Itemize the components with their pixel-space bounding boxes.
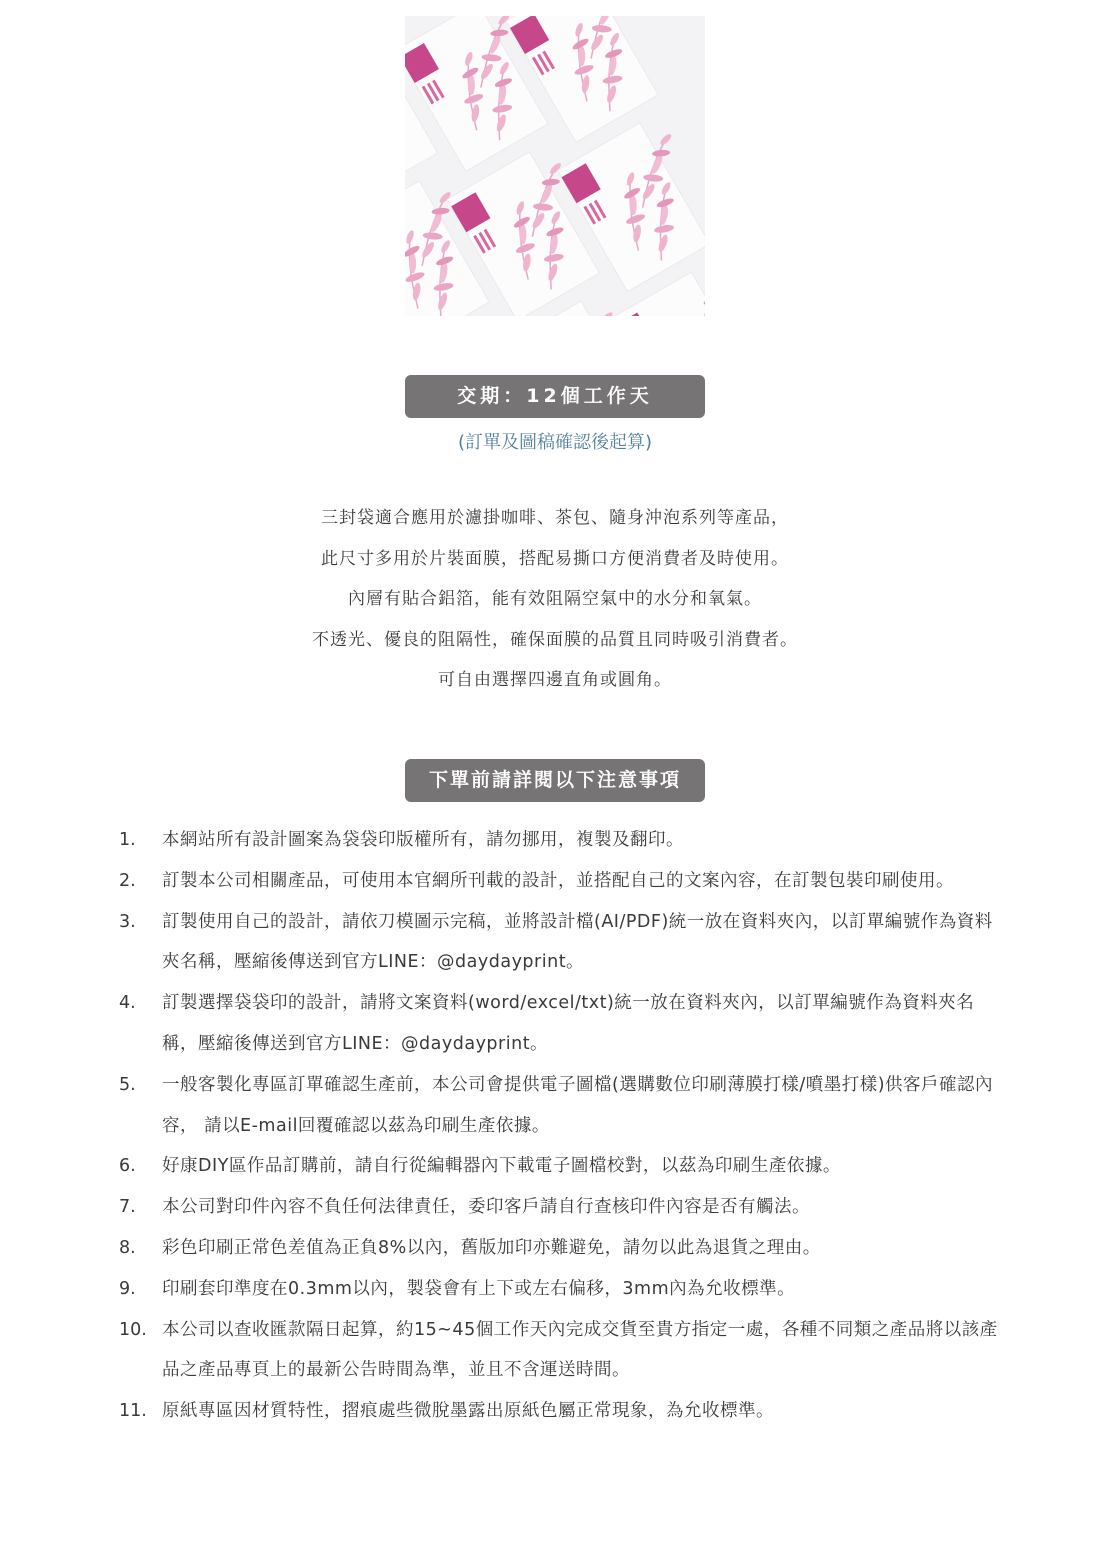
notice-number: 10. bbox=[119, 1319, 147, 1340]
notice-item bbox=[112, 1065, 1002, 1147]
notice-text: 訂製選擇袋袋印的設計，請將文案資料(word/excel/txt)統一放在資料夾內，以訂單編號作為資料夾名稱，壓縮後傳送到官方LINE：@daydayprint。 bbox=[162, 993, 975, 1054]
notice-number: 8. bbox=[119, 1237, 136, 1258]
description-line: 三封袋適合應用於濾掛咖啡、茶包、隨身沖泡系列等產品， bbox=[321, 508, 789, 528]
notice-number: 5. bbox=[119, 1074, 136, 1095]
description-line: 可自由選擇四邊直角或圓角。 bbox=[438, 670, 672, 690]
notice-text: 訂製使用自己的設計，請依刀模圖示完稿，並將設計檔(AI/PDF)統一放在資料夾內，以訂單編號作為資料夾名稱，壓縮後傳送到官方LINE：@daydayprint。 bbox=[162, 911, 993, 973]
notice-text: 原紙專區因材質特性，摺痕處些微脫墨露出原紙色屬正常現象，為允收標準。 bbox=[162, 1401, 774, 1422]
notice-number: 3. bbox=[119, 911, 136, 932]
notice-item bbox=[112, 1228, 1002, 1269]
notice-item bbox=[112, 820, 1002, 861]
notice-item bbox=[112, 1391, 1002, 1432]
description-line: 此尺寸多用於片裝面膜，搭配易撕口方便消費者及時使用。 bbox=[321, 548, 789, 569]
notice-item bbox=[112, 902, 1002, 984]
notice-number: 7. bbox=[119, 1197, 136, 1218]
notice-item bbox=[112, 1310, 1002, 1392]
notice-text: 好康DIY區作品訂購前，請自行從編輯器內下載電子圖檔校對，以茲為印刷生產依據。 bbox=[162, 1156, 841, 1177]
product-image bbox=[405, 16, 705, 316]
notice-number: 4. bbox=[119, 993, 136, 1014]
notice-item bbox=[112, 983, 1002, 1065]
notice-text: 訂製本公司相關產品，可使用本官網所刊載的設計，並搭配自己的文案內容，在訂製包裝印刷使用。 bbox=[162, 870, 954, 891]
notice-number: 11. bbox=[119, 1401, 147, 1422]
delivery-badge: 交期：12個工作天 bbox=[405, 375, 705, 418]
notice-list bbox=[112, 820, 1002, 1432]
notice-text: 彩色印刷正常色差值為正負8%以內，舊版加印亦難避免，請勿以此為退貨之理由。 bbox=[162, 1237, 821, 1258]
notice-item bbox=[112, 1269, 1002, 1310]
description-line: 不透光、優良的阻隔性，確保面膜的品質且同時吸引消費者。 bbox=[312, 629, 798, 650]
notice-text: 本公司以查收匯款隔日起算，約15~45個工作天內完成交貨至貴方指定一處，各種不同類之產品將以該產品之產品專頁上的最新公告時間為準，並且不含運送時間。 bbox=[162, 1319, 998, 1381]
notice-text: 本公司對印件內容不負任何法律責任，委印客戶請自行查核印件內容是否有觸法。 bbox=[162, 1197, 810, 1218]
notice-number: 2. bbox=[119, 870, 136, 891]
notice-text: 一般客製化專區訂單確認生產前，本公司會提供電子圖檔(選購數位印刷薄膜打樣/噴墨打樣)供客戶確認內容， 請以E-mail回覆確認以茲為印刷生產依據。 bbox=[162, 1074, 994, 1136]
notice-number: 6. bbox=[119, 1156, 136, 1177]
description-line: 內層有貼合鋁箔，能有效阻隔空氣中的水分和氧氣。 bbox=[348, 589, 762, 609]
product-description bbox=[0, 498, 1110, 701]
notice-number: 1. bbox=[119, 830, 136, 850]
notice-item bbox=[112, 861, 1002, 902]
delivery-note: (訂單及圖稿確認後起算) bbox=[457, 432, 653, 453]
notice-item bbox=[112, 1146, 1002, 1187]
notice-item bbox=[112, 1187, 1002, 1228]
notice-text: 本網站所有設計圖案為袋袋印版權所有，請勿挪用，複製及翻印。 bbox=[162, 830, 684, 850]
notice-number: 9. bbox=[119, 1278, 136, 1299]
notice-badge: 下單前請詳閱以下注意事項 bbox=[405, 759, 705, 802]
notice-text: 印刷套印準度在0.3mm以內，製袋會有上下或左右偏移，3mm內為允收標準。 bbox=[162, 1278, 796, 1299]
